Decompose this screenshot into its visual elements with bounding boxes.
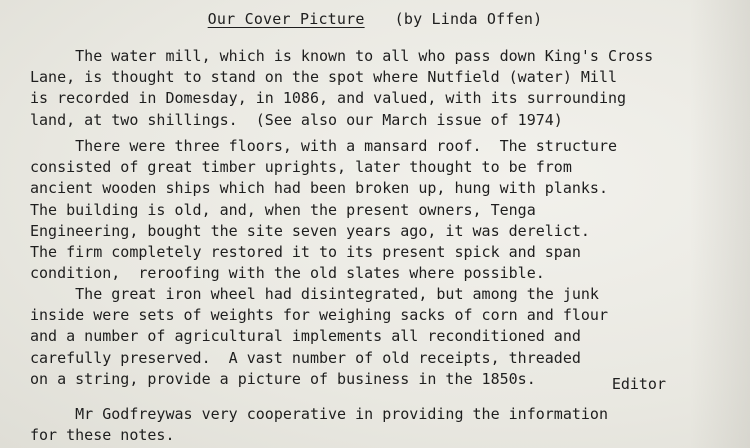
text-line: Mr Godfreywas very cooperative in providing the information (30, 405, 608, 423)
text-line: carefully preserved. A vast number of old receipts, threaded (30, 348, 581, 367)
text-line: for these notes. (30, 426, 175, 445)
article-title: Our Cover Picture (207, 10, 365, 28)
text-line: The water mill, which is known to all who pass down King's Cross (30, 47, 654, 65)
text-line: consisted of great timber uprights, later thought to be from (30, 158, 572, 177)
article-byline: (by Linda Offen) (394, 10, 543, 28)
text-line: The firm completely restored it to its present spick and span (30, 242, 581, 261)
text-line: The great iron wheel had disintegrated, but among the junk (30, 285, 599, 303)
text-line: and a number of agricultural implements all reconditioned and (30, 327, 581, 346)
text-line: The building is old, and, when the present owners, Tenga (30, 200, 536, 219)
text-line: is recorded in Domesday, in 1086, and valued, with its surrounding (30, 89, 627, 108)
paragraph-4 (30, 404, 730, 446)
text-line: Engineering, bought the site seven years ago, it was derelict. (30, 221, 590, 240)
text-line: Lane, is thought to stand on the spot where Nutfield (water) Mill (30, 68, 617, 87)
article-heading (0, 10, 750, 28)
paragraph-1 (30, 46, 730, 131)
text-line: on a string, provide a picture of business in the 1850s. (30, 369, 536, 388)
text-line: land, at two shillings. (See also our March issue of 1974) (30, 110, 563, 129)
paragraph-2 (30, 136, 730, 284)
text-line: inside were sets of weights for weighing sacks of corn and flour (30, 306, 608, 325)
text-line: ancient wooden ships which had been broken up, hung with planks. (30, 179, 608, 198)
text-line: condition, reroofing with the old slates where possible. (30, 264, 545, 283)
editor-signature: Editor (611, 375, 666, 393)
text-line: There were three floors, with a mansard roof. The structure (30, 137, 617, 155)
